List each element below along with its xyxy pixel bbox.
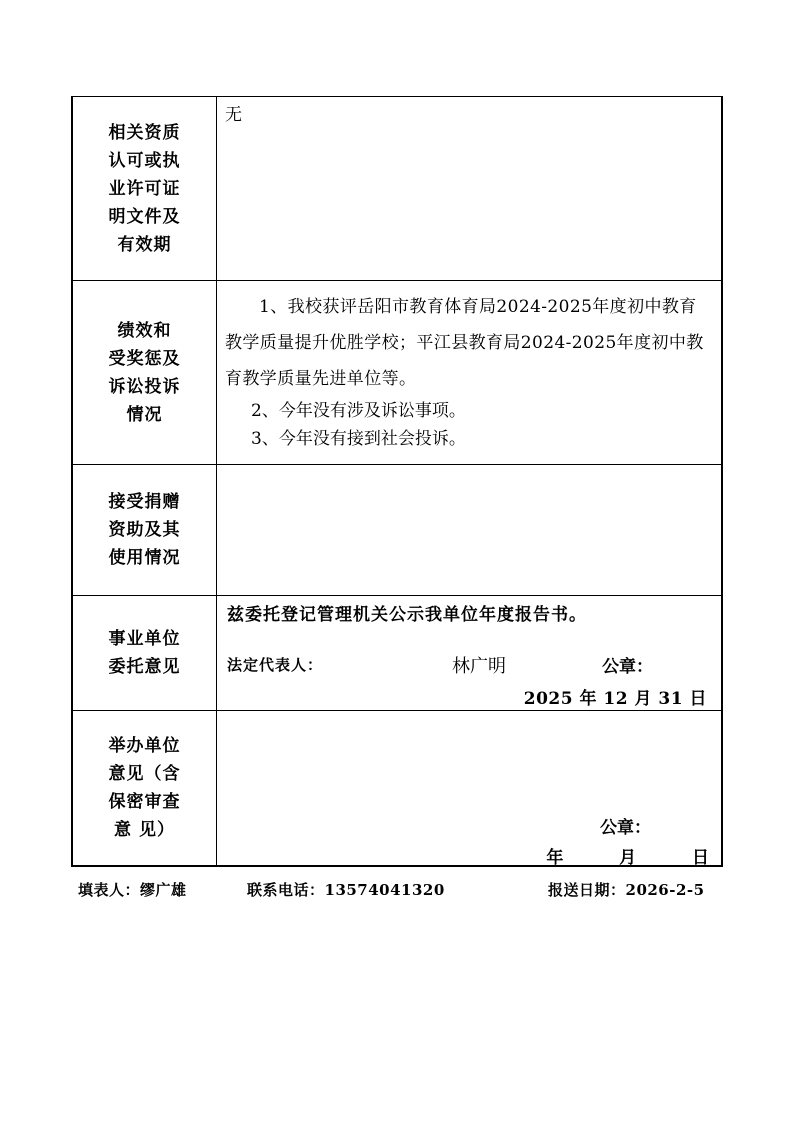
- label-line: 业许可证: [108, 178, 181, 199]
- report-date: 报送日期：2026-2-5: [548, 881, 705, 899]
- label-line: 诉讼投诉: [108, 376, 181, 397]
- sponsor-label: [72, 711, 217, 866]
- performance-item-3: 3、今年没有接到社会投诉。: [251, 429, 466, 449]
- legal-representative-label: 法定代表人：: [227, 656, 324, 674]
- label-line: 受奖惩及: [108, 348, 181, 369]
- legal-representative-name: 林广明: [452, 656, 506, 677]
- qualification-value: 无: [225, 105, 242, 125]
- sponsor-seal-label: 公章：: [600, 818, 651, 838]
- contact-phone: 联系电话：13574041320: [247, 881, 445, 899]
- label-line: 意 见）: [114, 819, 175, 840]
- label-line: 有效期: [117, 234, 172, 255]
- label-line: 资助及其: [108, 520, 181, 540]
- donation-row: [72, 465, 722, 596]
- entrust-statement: 兹委托登记管理机关公示我单位年度报告书。: [227, 605, 587, 625]
- qualification-row: [72, 97, 722, 281]
- filler-info: 填表人：缪广雄: [78, 881, 187, 899]
- entrust-content: [217, 596, 723, 711]
- label-line: 事业单位: [108, 629, 181, 649]
- label-line: 举办单位: [108, 735, 181, 756]
- label-line: 委托意见: [108, 657, 181, 677]
- performance-label: [72, 281, 217, 465]
- label-line: 使用情况: [108, 548, 181, 568]
- sponsor-row: [72, 711, 722, 866]
- label-line: 意见（含: [108, 763, 181, 784]
- donation-label: [72, 465, 217, 596]
- date-day-label: 日: [692, 848, 709, 868]
- sponsor-content: [217, 711, 723, 866]
- label-line: 接受捐赠: [108, 492, 181, 512]
- entrust-label: [72, 596, 217, 711]
- label-line: 保密审查: [108, 791, 181, 812]
- performance-content: [217, 281, 723, 465]
- label-line: 认可或执: [108, 150, 181, 171]
- qualification-label: [72, 97, 217, 281]
- report-form-table: [71, 96, 723, 867]
- entrust-row: [72, 596, 722, 711]
- donation-content: [217, 465, 723, 596]
- date-month-label: 月: [619, 848, 637, 868]
- entrust-date: 2025 年 12 月 31 日: [523, 689, 707, 709]
- label-line: 相关资质: [108, 122, 181, 143]
- official-seal-label: 公章：: [602, 657, 653, 677]
- date-year-label: 年: [546, 848, 564, 868]
- performance-item-2: 2、今年没有涉及诉讼事项。: [251, 401, 466, 421]
- performance-row: [72, 281, 722, 465]
- label-line: 绩效和: [117, 320, 172, 341]
- sponsor-date: [546, 843, 709, 868]
- label-line: 明文件及: [108, 206, 181, 227]
- qualification-content: [217, 97, 723, 281]
- label-line: 情况: [126, 404, 163, 425]
- performance-paragraph: 1、我校获评岳阳市教育体育局2024-2025年度初中教育教学质量提升优胜学校；平江县教育局2024-2025年度初中教育教学质量先进单位等。: [225, 297, 704, 389]
